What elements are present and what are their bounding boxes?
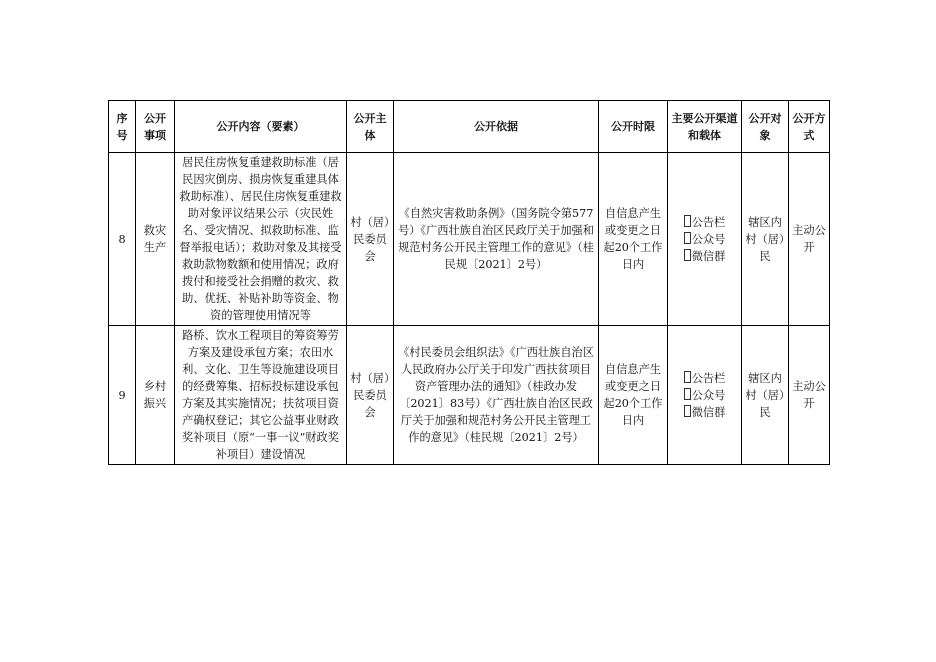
header-channels: 主要公开渠道和载体 <box>668 101 742 153</box>
row-item: 救灾生产 <box>136 153 175 326</box>
row-target: 辖区内村（居）民 <box>742 326 789 465</box>
checkbox-icon <box>684 405 691 417</box>
row-content: 路桥、饮水工程项目的筹资筹劳方案及建设承包方案；农田水利、文化、卫生等设施建设项目的经费筹集、招标投标建设承包方案及其实施情况；扶贫项目资产确权登记；其它公益事业财政奖补项目（原“一事一议”财政奖补项目）建设情况 <box>175 326 347 465</box>
channel-item <box>671 387 738 404</box>
table-row <box>109 326 830 465</box>
channel-label: 公告栏 <box>691 371 726 385</box>
row-target: 辖区内村（居）民 <box>742 153 789 326</box>
header-content: 公开内容（要素） <box>175 101 347 153</box>
row-basis: 《村民委员会组织法》《广西壮族自治区人民政府办公厅关于印发广西扶贫项目资产管理办法的通知》（桂政办发〔2021〕83号）《广西壮族自治区民政厅关于加强和规范村务公开民主管理工作的意见》（桂民规〔2021〕2号） <box>394 326 599 465</box>
channel-item <box>671 370 738 387</box>
header-item: 公开事项 <box>136 101 175 153</box>
checkbox-icon <box>684 388 691 400</box>
header-seq: 序号 <box>109 101 136 153</box>
channel-item <box>671 404 738 421</box>
header-subject: 公开主体 <box>347 101 394 153</box>
row-method: 主动公开 <box>789 153 830 326</box>
checkbox-icon <box>684 371 691 383</box>
row-channels <box>668 326 742 465</box>
channel-item <box>671 231 738 248</box>
channel-item <box>671 214 738 231</box>
table-row <box>109 153 830 326</box>
row-channels <box>668 153 742 326</box>
channel-label: 微信群 <box>691 249 726 263</box>
header-row <box>109 101 830 153</box>
channel-label: 微信群 <box>691 405 726 419</box>
checkbox-icon <box>684 249 691 261</box>
row-deadline: 自信息产生或变更之日起20个工作日内 <box>599 153 668 326</box>
disclosure-table <box>108 100 830 465</box>
header-method: 公开方式 <box>789 101 830 153</box>
checkbox-icon <box>684 215 691 227</box>
row-subject: 村（居）民委员会 <box>347 326 394 465</box>
row-basis: 《自然灾害救助条例》（国务院令第577号）《广西壮族自治区民政厅关于加强和规范村务公开民主管理工作的意见》（桂民规〔2021〕2号） <box>394 153 599 326</box>
header-basis: 公开依据 <box>394 101 599 153</box>
row-content: 居民住房恢复重建救助标准（居民因灾倒房、损房恢复重建具体救助标准）、居民住房恢复重建救助对象评议结果公示（灾民姓名、受灾情况、拟救助标准、监督举报电话）；救助对象及其接受救助款物数额和使用情况；政府拨付和接受社会捐赠的救灾、救助、优抚、补贴补助等资金、物资的管理使用情况等 <box>175 153 347 326</box>
checkbox-icon <box>684 232 691 244</box>
row-method: 主动公开 <box>789 326 830 465</box>
row-seq: 8 <box>109 153 136 326</box>
header-target: 公开对象 <box>742 101 789 153</box>
channel-item <box>671 248 738 265</box>
row-item: 乡村振兴 <box>136 326 175 465</box>
channel-label: 公众号 <box>691 388 726 402</box>
channel-label: 公告栏 <box>691 215 726 229</box>
channel-label: 公众号 <box>691 232 726 246</box>
row-deadline: 自信息产生或变更之日起20个工作日内 <box>599 326 668 465</box>
header-deadline: 公开时限 <box>599 101 668 153</box>
row-subject: 村（居）民委员会 <box>347 153 394 326</box>
row-seq: 9 <box>109 326 136 465</box>
